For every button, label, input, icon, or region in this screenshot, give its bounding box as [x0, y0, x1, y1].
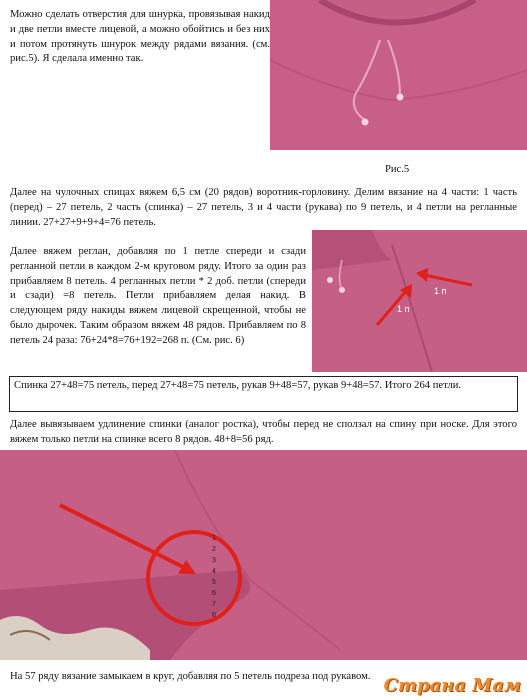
back-extension-illustration	[0, 450, 527, 660]
row-number: 8	[212, 612, 216, 619]
label-1p-a: 1 п	[434, 286, 447, 296]
photo-back-extension	[0, 450, 527, 660]
paragraph-collar-division: Далее на чулочных спицах вяжем 6,5 см (20 рядов) воротник-горловину. Делим вязание на 4 части: 1 часть (перед) – 27 петель, 2 часть (спинка) – 27 петель, 3 и 4 части (рукава) по 9 петель, и 4 петли на регланные линии. 27+27+9+9+4=76 петель.	[10, 187, 517, 228]
row-number: 7	[212, 601, 216, 608]
row-number: 1	[212, 535, 216, 542]
row-number: 5	[212, 579, 216, 586]
paragraph-cord-holes: Можно сделать отверстия для шнурка, провязывая накид и две петли вместе лицевой, а можно обойтись и без них и потом протянуть шнурок между рядами вязания. (см. рис.5). Я сделала именно так.	[10, 9, 270, 65]
paragraph-raglan: Далее вяжем реглан, добавляя по 1 петле спереди и сзади регланной петли в каждом 2-м круговом ряду. Итого за один раз прибавляем 8 петель. 4 регланных петли * 2 доб. петли (спереди и сзади) =8 петель. Петли прибавляем делая накид. В следующем ряду накиды вяжем лицевой скрещенной, чтобы не было дырочек. Таким образом вяжем 48 рядов. Прибавляем по 8 петель 24 раза: 76+24*8=76+192=268 п. (См. рис. 6)	[10, 246, 306, 346]
raglan-illustration	[312, 230, 527, 372]
collar-cord-illustration	[270, 0, 527, 150]
row-number: 3	[212, 557, 216, 564]
figure-5-caption: Рис.5	[385, 164, 410, 175]
row-number: 6	[212, 590, 216, 597]
photo-raglan-increases	[312, 230, 527, 372]
paragraph-back-extension: Далее вывязываем удлинение спинки (аналог ростка), чтобы перед не сползал на спину при носке. Для этого вяжем только петли на спинке всего 8 рядов. 48+8=56 ряд.	[10, 419, 517, 445]
label-1p-b: 1 п	[397, 304, 410, 314]
stitch-summary-box: Спинка 27+48=75 петель, перед 27+48=75 петель, рукав 9+48=57, рукав 9+48=57. Итого 264 петли.	[9, 376, 518, 412]
row-number: 2	[212, 546, 216, 553]
row-number: 4	[212, 568, 216, 575]
paragraph-join-round: На 57 ряду вязание замыкаем в круг, добавляя по 5 петель подреза под рукавом.	[10, 671, 371, 682]
photo-collar-cord	[270, 0, 527, 150]
watermark-logo: Страна Мам	[383, 675, 521, 696]
